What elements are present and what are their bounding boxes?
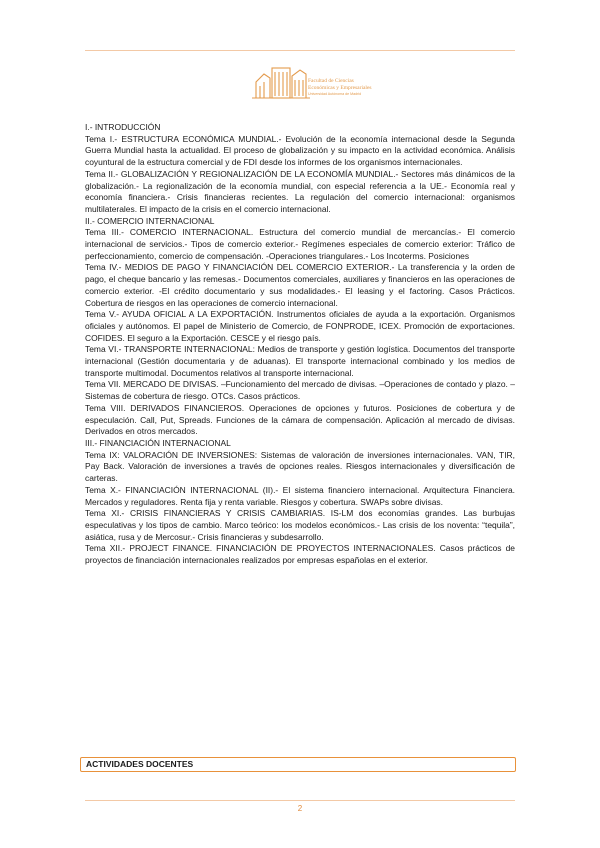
topic-3: Tema III.- COMERCIO INTERNACIONAL. Estructura del comercio mundial de mercancías.- El comercio internacional de servicios.- Tipos de comercio exterior.- Regímenes especiales de comercio exterior: Tráfico de perfeccionamiento, comercio de compensación. -Operaciones triangulares.- Los Incoterms. Posiciones — [85, 227, 515, 261]
header-rule — [85, 50, 515, 51]
topic-10: Tema X.- FINANCIACIÓN INTERNACIONAL (II).- El sistema financiero internacional. Arquitectura Financiera. Mercados y reguladores. Renta fija y renta variable. Riesgos y cobertura. SWAPs sobre divisas. — [85, 484, 515, 507]
topic-12: Tema XII.- PROJECT FINANCE. FINANCIACIÓN DE PROYECTOS INTERNACIONALES. Casos prácticos de proyectos de financiación internacionales realizados por empresas españolas en el exterior. — [85, 543, 515, 566]
topic-9: Tema IX: VALORACIÓN DE INVERSIONES: Sistemas de valoración de inversiones internacionales. VAN, TIR, Pay Back. Valoración de inversiones a través de opciones reales. Riesgos internacionales y diversificación de carteras. — [85, 449, 515, 484]
section-heading-3: III.- FINANCIACIÓN INTERNACIONAL — [85, 437, 231, 448]
logo-text-3: Universidad Autónoma de Madrid — [308, 92, 362, 96]
page-number: 2 — [297, 804, 303, 813]
faculty-logo — [248, 58, 372, 110]
section-heading-1: I.- INTRODUCCIÓN — [85, 122, 161, 132]
section-heading-2: II.- COMERCIO INTERNACIONAL — [85, 215, 215, 226]
topic-2: Tema II.- GLOBALIZACIÓN Y REGIONALIZACIÓN DE LA ECONOMÍA MUNDIAL.- Sectores más dinámicos de la globalización.- La regionalización de la economía mundial, con especial referencia a la UE.- Economía real y economía financiera.- Crisis financieras recientes. La regulación del comercio internacional: organismos multilaterales. El impacto de la crisis en el comercio internacional. — [85, 168, 515, 214]
footer-rule — [85, 800, 515, 801]
logo-text-1: Facultad de Ciencias — [308, 78, 354, 84]
topic-4: Tema IV.- MEDIOS DE PAGO Y FINANCIACIÓN DEL COMERCIO EXTERIOR.- La transferencia y la orden de pago, el cheque bancario y las remesas.- Documentos comerciales, auxiliares y financieros en las operaciones de comercio exterior. -El crédito documentario y sus modalidades.- El leasing y el factoring. Casos Prácticos. Cobertura de riesgos en las operaciones de comercio internacional. — [85, 262, 515, 308]
logo-text-2: Económicas y Empresariales — [308, 85, 372, 91]
topic-7: Tema VII. MERCADO DE DIVISAS. –Funcionamiento del mercado de divisas. –Operaciones de contado y plazo. –Sistemas de cobertura de riesgo. OTCs. Casos prácticos. — [85, 379, 515, 402]
topic-11: Tema XI.- CRISIS FINANCIERAS Y CRISIS CAMBIARIAS. IS-LM dos economías grandes. Las burbujas especulativas y los tipos de cambio. Marco teórico: los modelos económicos.- Las crisis de los noventa: “tequila”, asiática, rusa y de Mercosur.- Crisis financieras y subdesarrollo. — [85, 508, 515, 542]
topic-8: Tema VIII. DERIVADOS FINANCIEROS. Operaciones de opciones y futuros. Posiciones de cobertura y de especulación. Call, Put, Spreads. Funciones de la cámara de compensación. Aplicación al mercado de divisas. Derivados en otros mercados. — [85, 402, 515, 437]
topic-1: Tema I.- ESTRUCTURA ECONÓMICA MUNDIAL.- Evolución de la economía internacional desde la Segunda Guerra Mundial hasta la actualidad. El proceso de globalización y su impacto en la actividad económica. Análisis coyuntural de la estructura comercial y de FDI desde los informes de los organismos internacionales. — [85, 133, 515, 168]
topic-6: Tema VI.- TRANSPORTE INTERNACIONAL: Medios de transporte y gestión logística. Documentos del transporte internacional (Gestión documentaria y de aduanas). El transporte internacional combinado y los medios de transporte multimodal. Documentos relativos al transporte internacional. — [85, 344, 515, 378]
activities-heading: ACTIVIDADES DOCENTES — [86, 759, 194, 769]
topic-5: Tema V.- AYUDA OFICIAL A LA EXPORTACIÓN. Instrumentos oficiales de ayuda a la exportación. Organismos oficiales y autónomos. El papel de Ministerio de Comercio, de FONPRODE, ICEX. Promoción de exportaciones. COFIDES. El seguro a la Exportación. CESCE y el riesgo país. — [85, 309, 515, 343]
syllabus-content — [85, 122, 515, 567]
activities-section-box — [80, 757, 516, 772]
